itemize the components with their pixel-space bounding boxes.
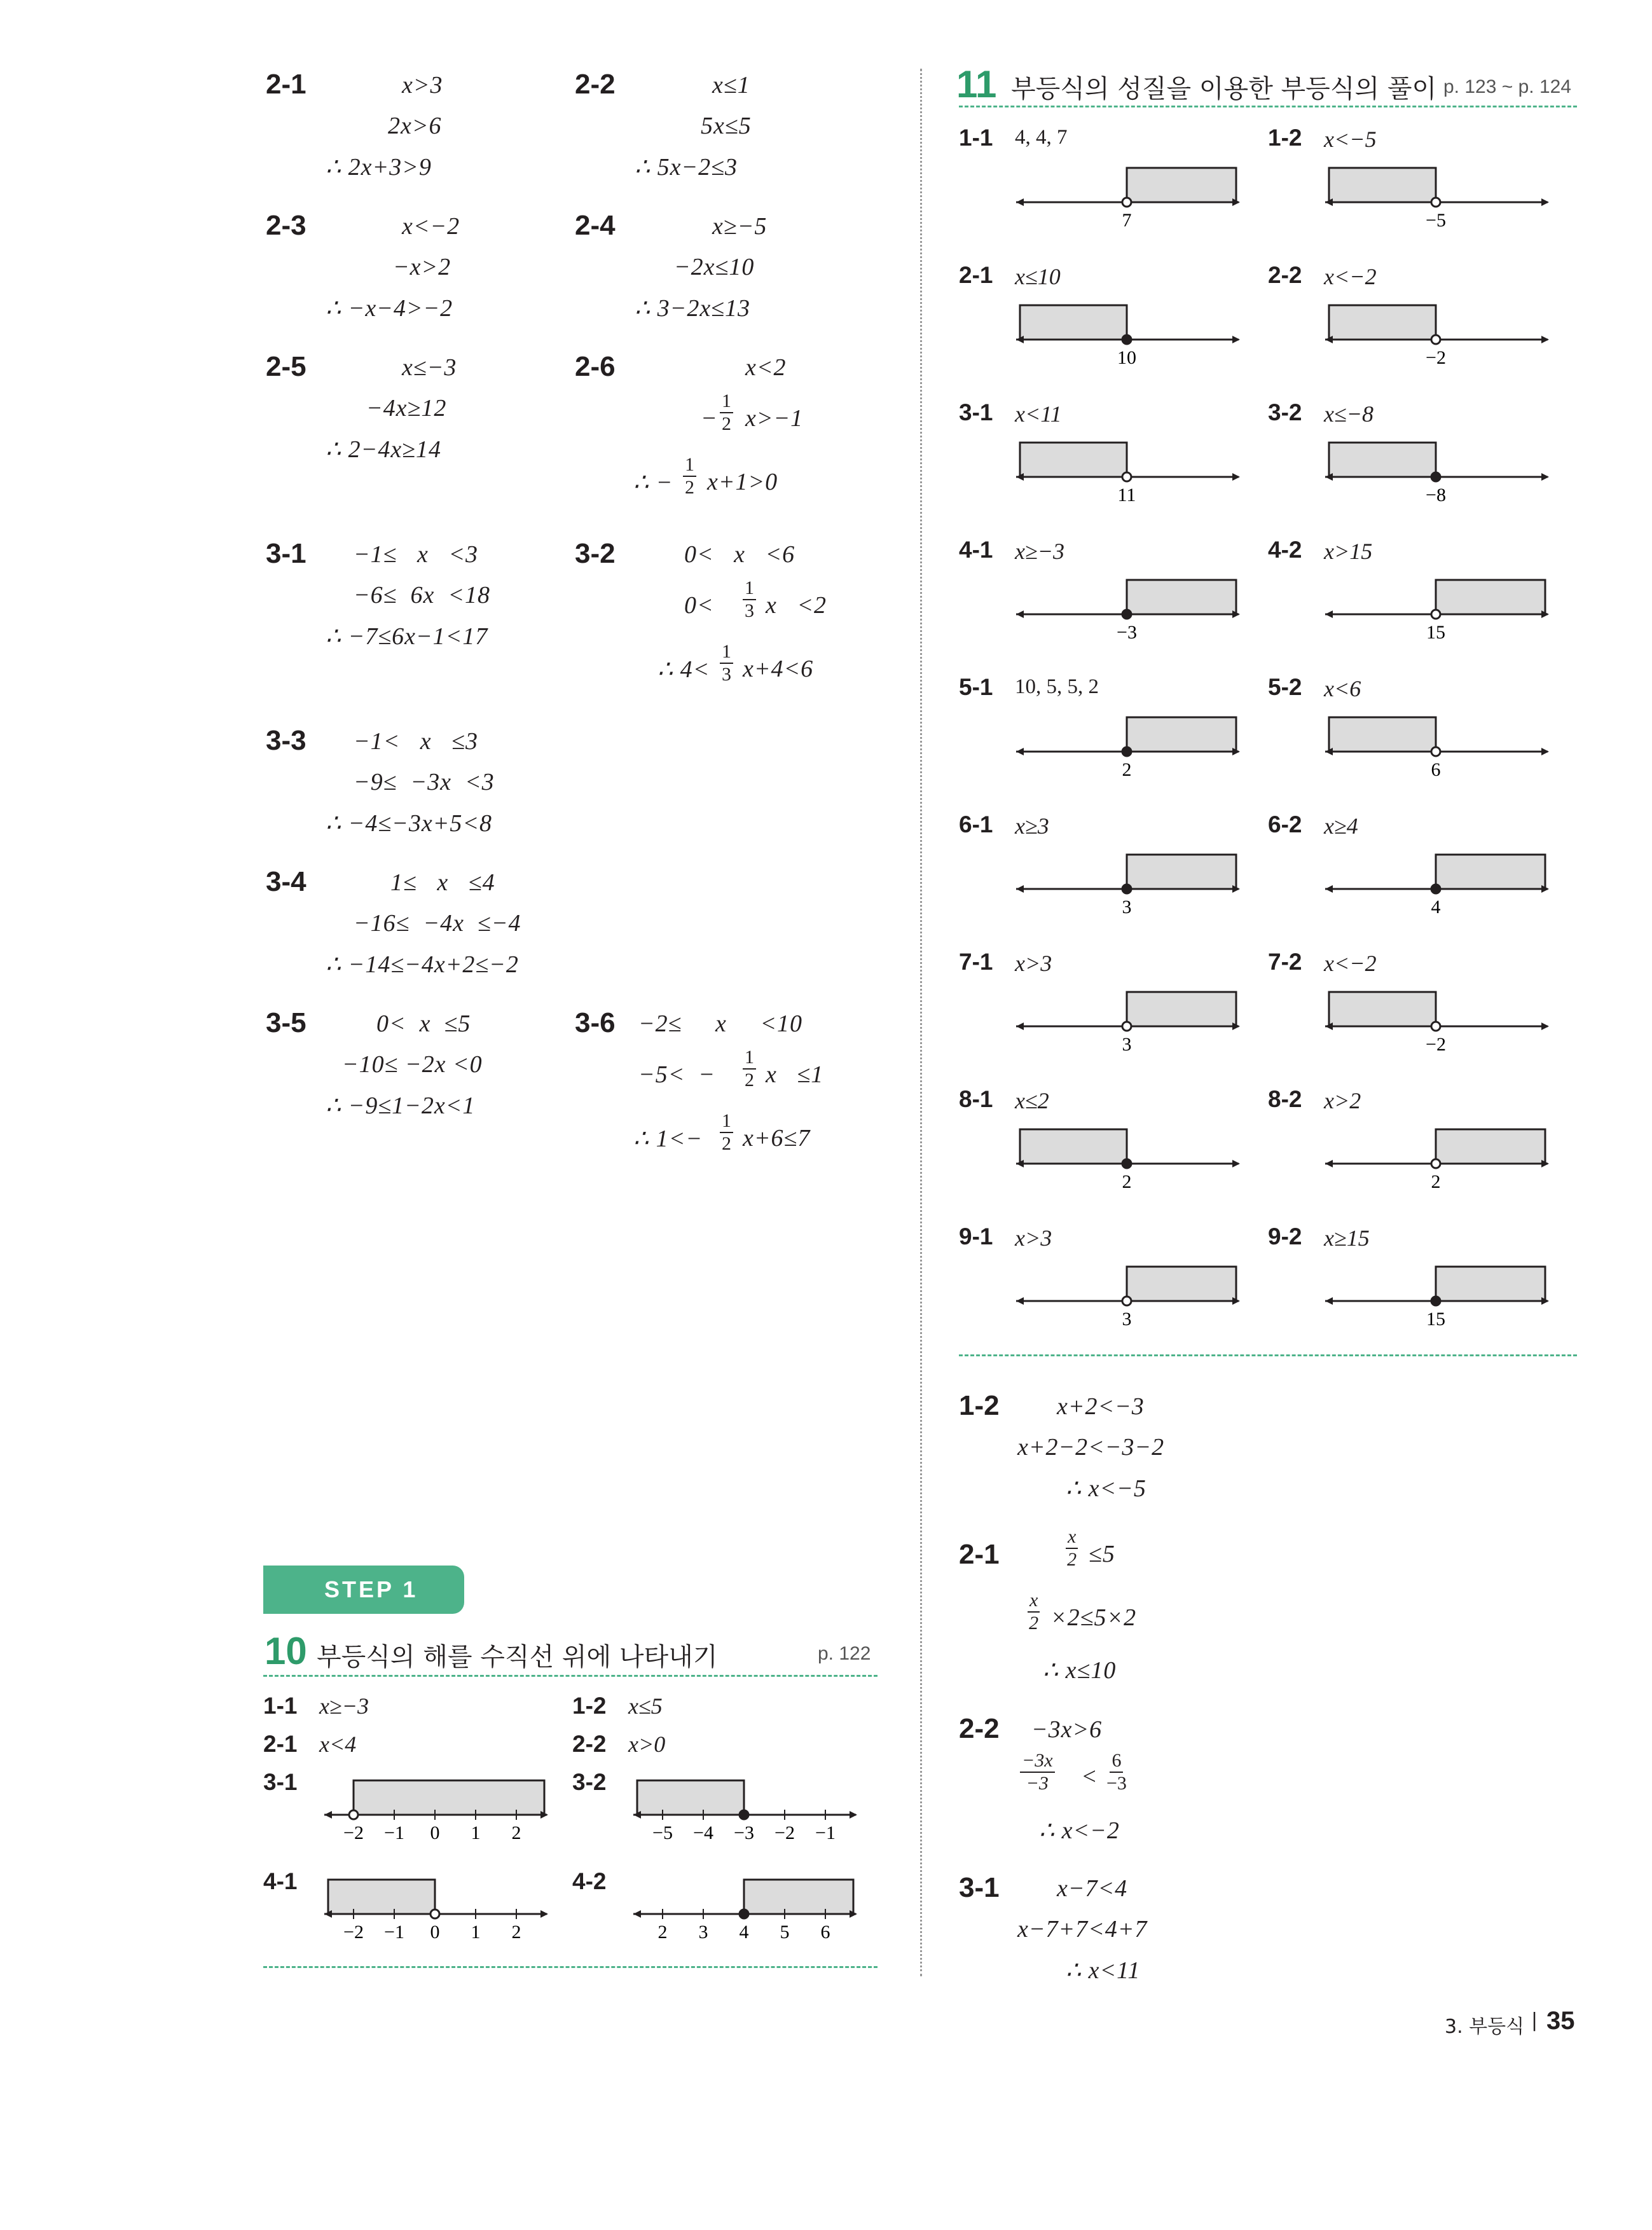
right-arrow-icon (1541, 748, 1549, 755)
tick-label: 1 (471, 1822, 481, 1843)
number-line (1325, 299, 1554, 369)
problem-label: 7-2 (1268, 949, 1302, 975)
math-line: ∴ 2x+3>9 (326, 154, 432, 181)
math-line: ∴ − (633, 469, 673, 496)
solution-region (1020, 1129, 1127, 1164)
math-line: − (701, 405, 718, 432)
math-line: x<2 (745, 354, 787, 381)
problem-label: 6-2 (1268, 811, 1302, 837)
problem-label: 2-1 (266, 69, 306, 100)
math-line: −1< x ≤3 (354, 728, 479, 755)
problem-label: 1-1 (959, 125, 993, 151)
problem-label: 6-1 (959, 811, 993, 837)
math-line: x−7+7<4+7 (1017, 1916, 1148, 1943)
tick-label: −3 (1117, 622, 1137, 643)
math-line: x+2<−3 (1057, 1393, 1145, 1420)
tick-label: −1 (384, 1922, 404, 1943)
answer-value: 10, 5, 5, 2 (1015, 675, 1099, 698)
page-reference: p. 123 ~ p. 124 (1443, 76, 1572, 97)
math-line: ∴ −x−4>−2 (326, 295, 453, 322)
math-line: 0< x <6 (684, 541, 795, 568)
tick-label: 1 (471, 1922, 481, 1943)
number-line (1325, 1260, 1554, 1330)
answer-value: x>3 (1015, 1225, 1052, 1251)
problem-label: 3-1 (266, 538, 306, 569)
problem-label: 1-2 (1268, 125, 1302, 151)
math-line: −9≤ −3x <3 (354, 769, 495, 795)
math-line: x>3 (402, 72, 443, 99)
answer-value: x<−2 (1324, 264, 1377, 289)
tick-label: −8 (1426, 485, 1446, 506)
closed-endpoint (740, 1810, 748, 1819)
problem-label: 3-2 (575, 538, 616, 569)
math-line: ≤5 (1089, 1541, 1115, 1567)
math-line: −x>2 (393, 254, 451, 280)
answer-value: x≤2 (1015, 1088, 1049, 1113)
answer-value: x>2 (1324, 1088, 1361, 1113)
open-endpoint (1431, 198, 1440, 207)
closed-endpoint (1431, 1297, 1440, 1305)
problem-label: 5-2 (1268, 674, 1302, 700)
problem-label: 5-1 (959, 674, 993, 700)
number-line (1325, 848, 1554, 918)
math-line: −16≤ −4x ≤−4 (354, 910, 521, 937)
problem-label: 3-3 (266, 725, 306, 756)
problem-label: 4-2 (1268, 537, 1302, 563)
math-line: ∴ 3−2x≤13 (635, 295, 751, 322)
step-badge: STEP 1 (263, 1566, 464, 1614)
left-arrow-icon (1016, 1022, 1024, 1030)
answer-value: x>3 (1015, 951, 1052, 976)
left-arrow-icon (1325, 610, 1333, 618)
solution-region (328, 1880, 435, 1914)
math-line: −3x>6 (1031, 1716, 1103, 1743)
tick-label: −2 (343, 1922, 364, 1943)
solution-region (1127, 1267, 1236, 1301)
right-arrow-icon (1232, 473, 1240, 481)
solution-region (1436, 855, 1545, 889)
solution-region (1127, 168, 1236, 202)
right-arrow-icon (1232, 336, 1240, 343)
solution-region (1020, 305, 1127, 340)
number-line (1016, 162, 1245, 231)
tick-label: 11 (1117, 485, 1136, 506)
open-endpoint (1431, 747, 1440, 756)
math-line: < (1081, 1763, 1098, 1790)
tick-label: −2 (1426, 1034, 1446, 1055)
open-endpoint (1431, 1022, 1440, 1031)
tick-label: 7 (1122, 210, 1132, 231)
tick-label: 10 (1117, 347, 1136, 368)
solution-region (1127, 580, 1236, 614)
open-endpoint (349, 1810, 358, 1819)
open-endpoint (1431, 610, 1440, 619)
left-arrow-icon (1016, 885, 1024, 893)
math-line: 1≤ x ≤4 (390, 869, 495, 896)
problem-label: 8-2 (1268, 1086, 1302, 1112)
left-arrow-icon (1325, 1297, 1333, 1305)
section-divider (959, 1354, 1577, 1356)
number-line (1016, 436, 1245, 506)
answer-value: 4, 4, 7 (1015, 126, 1068, 149)
tick-label: 2 (511, 1822, 521, 1843)
number-line (1016, 848, 1245, 918)
problem-label: 7-1 (959, 949, 993, 975)
math-line: ∴ −14≤−4x+2≤−2 (326, 951, 519, 978)
math-line: x>−1 (745, 405, 804, 432)
page-number: 35 (1546, 2007, 1575, 2035)
problem-label: 8-1 (959, 1086, 993, 1112)
tick-label: 2 (511, 1922, 521, 1943)
left-arrow-icon (1325, 1160, 1333, 1167)
fraction: $\frac{x}{2}$ (1028, 1591, 1040, 1633)
solution-region (1436, 580, 1545, 614)
fraction: $\frac{1}{3}$ (720, 642, 733, 684)
section-divider (959, 106, 1577, 107)
number-line (1016, 299, 1245, 369)
problem-label: 1-2 (959, 1390, 1000, 1421)
closed-endpoint (1122, 747, 1131, 756)
tick-label: −1 (815, 1822, 836, 1843)
number-line (1325, 574, 1554, 644)
tick-label: 3 (1122, 1034, 1132, 1055)
problem-label: 3-1 (959, 1872, 1000, 1903)
chapter-name: 3. 부등식 (1445, 2016, 1525, 2038)
fraction: $\frac{1}{2}$ (683, 455, 696, 497)
left-arrow-icon (1016, 198, 1024, 206)
math-line: ∴ x≤10 (1043, 1657, 1117, 1684)
fraction: $\frac{1}{2}$ (743, 1048, 756, 1090)
math-line: ∴ 5x−2≤3 (635, 154, 738, 181)
tick-label: −3 (734, 1822, 754, 1843)
number-line (1016, 1260, 1245, 1330)
tick-label: 15 (1426, 622, 1445, 643)
right-arrow-icon (1232, 1160, 1240, 1167)
math-line: ∴ 1<− (633, 1125, 703, 1152)
answer-value: x≤10 (1015, 264, 1061, 289)
number-line (1016, 574, 1245, 644)
open-endpoint (430, 1910, 439, 1918)
math-line: x <2 (766, 592, 827, 619)
tick-label: 4 (739, 1922, 749, 1943)
problem-label: 3-2 (572, 1769, 607, 1795)
solution-region (1020, 443, 1127, 477)
math-line: ∴ x<−5 (1066, 1475, 1146, 1502)
page-reference: p. 122 (818, 1643, 871, 1664)
number-line-3-2 (633, 1774, 862, 1843)
math-line: 5x≤5 (701, 113, 752, 139)
math-line: x+1>0 (707, 469, 778, 495)
tick-label: 2 (1122, 759, 1132, 780)
math-line: −6≤ 6x <18 (354, 582, 491, 609)
math-line: x−7<4 (1057, 1875, 1128, 1902)
solution-region (1329, 168, 1436, 202)
section-title: 부등식의 성질을 이용한 부등식의 풀이 (1011, 74, 1437, 104)
solution-region (1436, 1267, 1545, 1301)
open-endpoint (1122, 472, 1131, 481)
number-line (1325, 986, 1554, 1056)
math-line: ×2≤5×2 (1050, 1604, 1137, 1631)
problem-label: 4-1 (959, 537, 993, 563)
tick-label: 2 (1122, 1171, 1132, 1192)
tick-label: 3 (1122, 1309, 1132, 1330)
math-line: x≤1 (712, 72, 750, 99)
math-line: x+2−2<−3−2 (1017, 1434, 1165, 1461)
problem-label: 3-2 (1268, 399, 1302, 425)
answer-value: x<6 (1324, 676, 1361, 701)
math-line: x ≤1 (766, 1061, 824, 1088)
answer-value: x<11 (1015, 401, 1062, 427)
math-line: 0< (684, 592, 714, 619)
problem-label: 3-1 (959, 399, 993, 425)
tick-label: 6 (1431, 759, 1441, 780)
closed-endpoint (740, 1910, 748, 1918)
problem-label: 4-2 (572, 1868, 607, 1894)
answer-value: x≥15 (1324, 1225, 1370, 1251)
problem-label: 2-2 (572, 1731, 607, 1757)
section-number: 11 (956, 63, 997, 106)
answer-value: x>0 (628, 1731, 666, 1757)
answer-value: x≥−3 (1015, 539, 1065, 564)
problem-label: 2-6 (575, 351, 616, 382)
tick-label: −2 (1426, 347, 1446, 368)
open-endpoint (1431, 335, 1440, 344)
number-line-4-1 (324, 1873, 553, 1943)
number-line-4-2 (633, 1873, 862, 1943)
math-line: −10≤ −2x <0 (342, 1051, 483, 1078)
problem-label: 9-1 (959, 1223, 993, 1249)
math-line: ∴ x<11 (1066, 1957, 1141, 1984)
tick-label: 4 (1431, 897, 1441, 918)
solution-region (1329, 717, 1436, 752)
tick-label: 2 (657, 1922, 668, 1943)
problem-label: 2-1 (263, 1731, 298, 1757)
tick-label: 3 (698, 1922, 708, 1943)
problem-label: 3-4 (266, 866, 306, 897)
solution-region (637, 1780, 744, 1815)
left-arrow-icon (1016, 748, 1024, 755)
closed-endpoint (1122, 1159, 1131, 1168)
solution-region (744, 1880, 853, 1914)
problem-label: 2-2 (1268, 262, 1302, 288)
closed-endpoint (1431, 884, 1440, 893)
answer-value: x≥4 (1324, 813, 1358, 839)
number-line (1325, 436, 1554, 506)
tick-label: 0 (430, 1822, 440, 1843)
math-line: x≥−5 (712, 213, 767, 240)
math-line: −4x≥12 (366, 395, 447, 422)
math-line: −5< − (638, 1061, 715, 1088)
math-line: x≤−3 (402, 354, 457, 381)
tick-label: 5 (780, 1922, 790, 1943)
math-line: x+6≤7 (743, 1125, 811, 1152)
problem-label: 9-2 (1268, 1223, 1302, 1249)
problem-label: 3-6 (575, 1007, 616, 1038)
answer-value: x≥−3 (319, 1693, 369, 1719)
problem-label: 2-4 (575, 210, 616, 241)
solution-region (1436, 1129, 1545, 1164)
math-line: −1≤ x <3 (354, 541, 479, 568)
number-line (1016, 711, 1245, 781)
solution-region (1329, 443, 1436, 477)
fraction: $\frac{-3x}{-3}$ (1020, 1751, 1055, 1793)
fraction: $\frac{x}{2}$ (1066, 1527, 1078, 1569)
tick-label: −5 (652, 1822, 673, 1843)
right-arrow-icon (1541, 198, 1549, 206)
math-line: 0< x ≤5 (376, 1010, 471, 1037)
tick-label: 3 (1122, 897, 1132, 918)
number-line (1325, 162, 1554, 231)
tick-label: −4 (693, 1822, 713, 1843)
math-line: ∴ x<−2 (1039, 1817, 1120, 1844)
answer-value: x≤−8 (1324, 401, 1374, 427)
problem-label: 2-1 (959, 262, 993, 288)
solution-region (1127, 992, 1236, 1026)
left-arrow-icon (1325, 885, 1333, 893)
tick-label: 2 (1431, 1171, 1441, 1192)
answer-value: x<−2 (1324, 951, 1377, 976)
problem-label: 2-1 (959, 1539, 1000, 1570)
math-line: ∴ −7≤6x−1<17 (326, 623, 488, 650)
math-line: 2x>6 (388, 113, 442, 139)
closed-endpoint (1122, 884, 1131, 893)
math-line: ∴ −9≤1−2x<1 (326, 1092, 476, 1119)
tick-label: −2 (343, 1822, 364, 1843)
section-number: 10 (265, 1630, 307, 1672)
math-line: ∴ −4≤−3x+5<8 (326, 810, 492, 837)
tick-label: 0 (430, 1922, 440, 1943)
tick-label: 15 (1426, 1309, 1445, 1330)
number-line-3-1 (324, 1774, 553, 1843)
answer-value: x≥3 (1015, 813, 1049, 839)
fraction: $\frac{1}{2}$ (720, 1112, 733, 1153)
problem-label: 3-1 (263, 1769, 298, 1795)
solution-region (354, 1780, 544, 1815)
section-divider (263, 1675, 878, 1677)
footer-separator: | (1531, 2009, 1538, 2032)
tick-label: 6 (820, 1922, 830, 1943)
problem-label: 2-5 (266, 351, 306, 382)
problem-label: 1-1 (263, 1693, 298, 1719)
tick-label: −1 (384, 1822, 404, 1843)
left-arrow-icon (1016, 610, 1024, 618)
fraction: $\frac{1}{3}$ (743, 579, 756, 621)
tick-label: −2 (774, 1822, 795, 1843)
open-endpoint (1122, 1297, 1131, 1305)
solution-region (1127, 717, 1236, 752)
problem-label: 2-2 (575, 69, 616, 100)
answer-value: x<−5 (1324, 127, 1377, 152)
solution-region (1329, 305, 1436, 340)
math-line: ∴ 4< (657, 656, 710, 683)
section-title: 부등식의 해를 수직선 위에 나타내기 (317, 1642, 718, 1672)
number-line (1325, 711, 1554, 781)
column-divider (920, 69, 922, 1976)
answer-value: x<4 (319, 1731, 357, 1757)
problem-label: 4-1 (263, 1868, 298, 1894)
math-line: x<−2 (402, 213, 460, 240)
right-arrow-icon (1541, 1022, 1549, 1030)
number-line (1016, 1123, 1245, 1193)
problem-label: 2-2 (959, 1713, 1000, 1744)
math-line: x+4<6 (743, 656, 814, 682)
problem-label: 3-5 (266, 1007, 306, 1038)
right-arrow-icon (1541, 336, 1549, 343)
answer-value: x≤5 (628, 1693, 663, 1719)
answer-value: x>15 (1324, 539, 1373, 564)
number-line (1325, 1123, 1554, 1193)
closed-endpoint (1122, 610, 1131, 619)
problem-label: 1-2 (572, 1693, 607, 1719)
left-arrow-icon (1016, 1297, 1024, 1305)
right-arrow-icon (1541, 473, 1549, 481)
number-line (1016, 986, 1245, 1056)
open-endpoint (1122, 198, 1131, 207)
section-divider (263, 1966, 878, 1968)
fraction: $\frac{6}{-3}$ (1106, 1750, 1127, 1794)
math-line: −2x≤10 (674, 254, 755, 280)
problem-label: 2-3 (266, 210, 306, 241)
tick-label: −5 (1426, 210, 1446, 231)
open-endpoint (1431, 1159, 1440, 1168)
solution-region (1329, 992, 1436, 1026)
fraction: $\frac{1}{2}$ (720, 392, 733, 434)
math-line: −2≤ x <10 (638, 1010, 803, 1037)
math-line: ∴ 2−4x≥14 (326, 436, 442, 463)
open-endpoint (1122, 1022, 1131, 1031)
closed-endpoint (1431, 472, 1440, 481)
solution-region (1127, 855, 1236, 889)
closed-endpoint (1122, 335, 1131, 344)
